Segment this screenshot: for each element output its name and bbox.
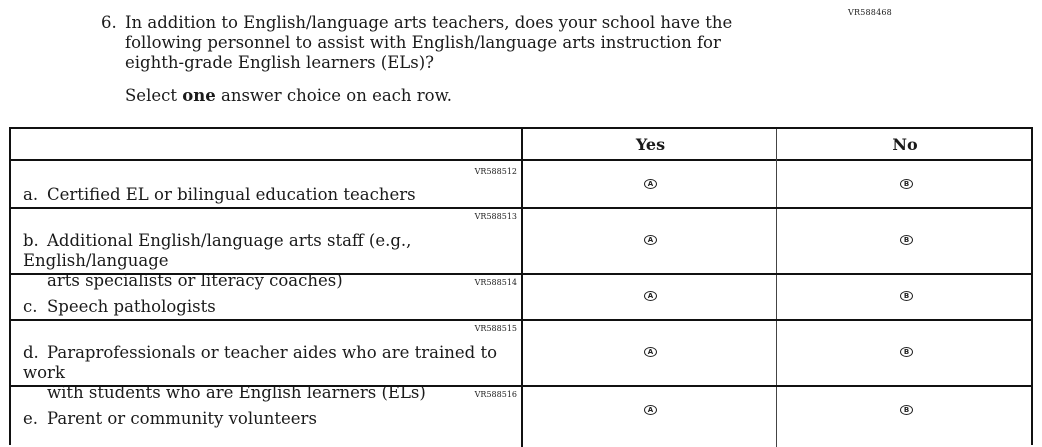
answer-bubble-yes[interactable]: A (644, 405, 657, 415)
row-text-line1: Speech pathologists (47, 297, 216, 316)
row-text-line1: Paraprofessionals or teacher aides who are trained to work (23, 343, 498, 382)
answer-bubble-yes[interactable]: A (644, 235, 657, 245)
row-letter: b. (23, 231, 39, 250)
row-text-line1: Parent or community volunteers (47, 409, 317, 428)
answer-bubble-no[interactable]: B (900, 405, 913, 415)
question-number: 6. (101, 13, 117, 32)
row-text-line2: with students who are English learners (ELs) (47, 383, 426, 402)
row-id: VR588514 (474, 278, 517, 287)
column-header-yes: Yes (635, 134, 666, 154)
row-letter: e. (23, 409, 39, 428)
table-row (11, 161, 1031, 207)
table-row (11, 385, 1031, 447)
row-text-line2: arts specialists or literacy coaches) (47, 271, 343, 290)
instruction-bold: one (182, 86, 216, 105)
question-id: VR588468 (848, 8, 892, 17)
row-text-line1: Certified EL or bilingual education teachers (47, 185, 416, 204)
instruction-post: answer choice on each row. (215, 86, 453, 105)
answer-bubble-no[interactable]: B (900, 235, 913, 245)
row-id: VR588513 (474, 212, 517, 221)
answer-bubble-yes[interactable]: A (644, 179, 657, 189)
answer-bubble-no[interactable]: B (900, 291, 913, 301)
row-letter: c. (23, 297, 38, 316)
row-text-line1: Additional English/language arts staff (e.g., English/language (23, 231, 412, 270)
answer-bubble-yes[interactable]: A (644, 291, 657, 301)
answer-bubble-no[interactable]: B (900, 179, 913, 189)
instruction (125, 86, 452, 106)
row-id: VR588512 (474, 167, 517, 176)
row-label (23, 409, 523, 429)
row-id: VR588515 (474, 324, 517, 333)
question-text: In addition to English/language arts teachers, does your school have the following personnel to assist with English/language arts instruction for eighth-grade English learners (ELs)? (125, 13, 733, 72)
row-label (23, 297, 523, 317)
answer-grid (9, 127, 1033, 445)
row-letter: a. (23, 185, 39, 204)
column-header-no: No (892, 134, 918, 154)
row-letter: d. (23, 343, 39, 362)
answer-bubble-no[interactable]: B (900, 347, 913, 357)
table-row (11, 273, 1031, 319)
instruction-pre: Select (125, 86, 183, 105)
answer-bubble-yes[interactable]: A (644, 347, 657, 357)
row-id: VR588516 (474, 390, 517, 399)
row-label (23, 185, 523, 205)
